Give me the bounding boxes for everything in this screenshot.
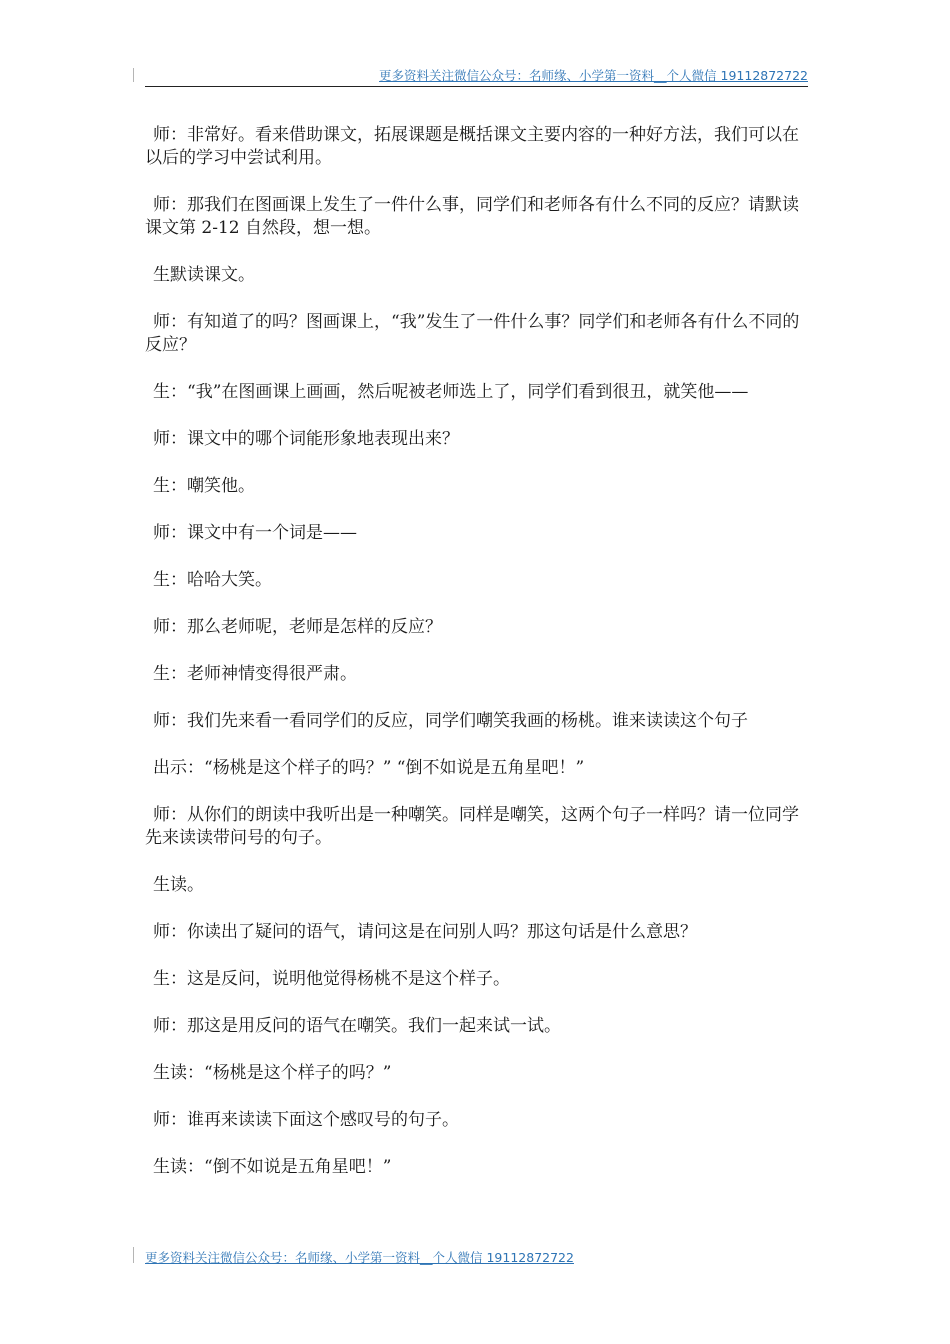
page-header bbox=[145, 66, 808, 87]
paragraph: 生：哈哈大笑。 bbox=[153, 570, 272, 590]
paragraph: 生：“我”在图画课上画画，然后呢被老师选上了，同学们看到很丑，就笑他—— bbox=[153, 382, 749, 402]
paragraph: 生读。 bbox=[153, 875, 204, 895]
paragraph: 生默读课文。 bbox=[153, 265, 255, 285]
footer-link[interactable]: 更多资料关注微信公众号：名师缘、小学第一资料__个人微信 19112872722 bbox=[145, 1250, 574, 1265]
paragraph: 师：非常好。看来借助课文，拓展课题是概括课文主要内容的一种好方法，我们可以在以后的学习中尝试利用。 bbox=[145, 125, 799, 168]
paragraph: 师：你读出了疑问的语气，请问这是在问别人吗？那这句话是什么意思？ bbox=[153, 922, 697, 942]
paragraph: 师：谁再来读读下面这个感叹号的句子。 bbox=[153, 1110, 459, 1130]
paragraph: 师：那么老师呢，老师是怎样的反应？ bbox=[153, 617, 442, 637]
paragraph: 师：那这是用反问的语气在嘲笑。我们一起来试一试。 bbox=[153, 1016, 561, 1036]
paragraph: 生：嘲笑他。 bbox=[153, 476, 255, 496]
paragraph: 生读：“倒不如说是五角星吧！” bbox=[153, 1157, 392, 1177]
paragraph: 生：这是反问，说明他觉得杨桃不是这个样子。 bbox=[153, 969, 510, 989]
paragraph: 生读：“杨桃是这个样子的吗？” bbox=[153, 1063, 392, 1083]
footer-margin-mark bbox=[133, 1247, 134, 1263]
paragraph: 师：课文中有一个词是—— bbox=[153, 523, 357, 543]
paragraph: 师：有知道了的吗？图画课上，“我”发生了一件什么事？同学们和老师各有什么不同的反应？ bbox=[145, 312, 800, 355]
paragraph: 师：课文中的哪个词能形象地表现出来？ bbox=[153, 429, 459, 449]
paragraph: 生：老师神情变得很严肃。 bbox=[153, 664, 357, 684]
paragraph: 师：从你们的朗读中我听出是一种嘲笑。同样是嘲笑，这两个句子一样吗？请一位同学先来读读带问号的句子。 bbox=[145, 805, 799, 848]
header-link[interactable]: 更多资料关注微信公众号：名师缘、小学第一资料__个人微信 19112872722 bbox=[379, 68, 808, 83]
paragraph: 出示：“杨桃是这个样子的吗？” “倒不如说是五角星吧！” bbox=[153, 758, 585, 778]
paragraph: 师：那我们在图画课上发生了一件什么事，同学们和老师各有什么不同的反应？请默读课文第 2-12 自然段，想一想。 bbox=[145, 195, 799, 238]
header-margin-mark bbox=[133, 68, 134, 82]
document-body bbox=[145, 124, 815, 1203]
paragraph: 师：我们先来看一看同学们的反应，同学们嘲笑我画的杨桃。谁来读读这个句子 bbox=[153, 711, 748, 731]
